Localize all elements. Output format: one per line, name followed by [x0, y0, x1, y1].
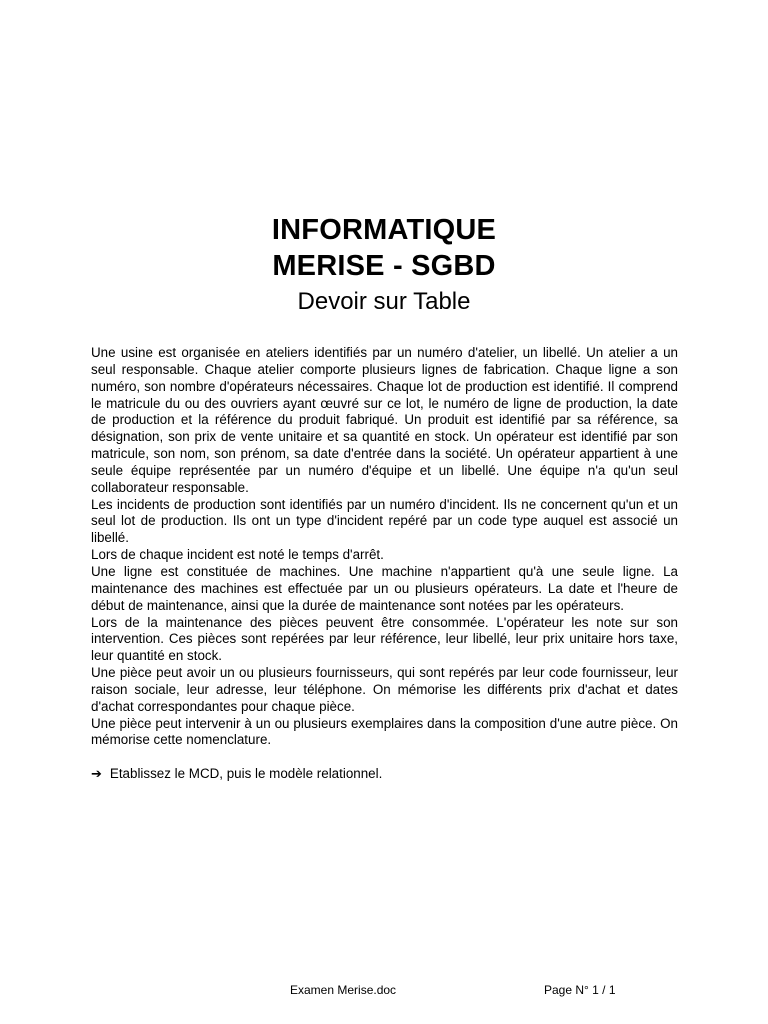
paragraph-ateliers: Une usine est organisée en ateliers identifiés par un numéro d'atelier, un libellé. Un atelier a un seul responsable. Chaque atelier comporte plusieurs lignes de fabrication. Chaque ligne a son numéro, son nombre d'opérateurs nécessaires. Chaque lot de production est identifié. Il comprend le matricule du ou des ouvriers ayant œuvré sur ce lot, le numéro de ligne de production, la date de production et la référence du produit fabriqué. Un produit est identifié par sa référence, sa désignation, son prix de vente unitaire et sa quantité en stock. Un opérateur est identifié par son matricule, son nom, son prénom, sa date d'entrée dans la société. Un opérateur appartient à une seule équipe représentée par un numéro d'équipe et un libellé. Une équipe n'a qu'un seul collaborateur responsable.	[91, 345, 678, 495]
paragraph-pieces: Lors de la maintenance des pièces peuvent être consommée. L'opérateur les note sur son intervention. Ces pièces sont repérées par leur référence, leur libellé, leur prix unitaire hors taxe, leur quantité en stock.	[91, 614, 678, 664]
footer-filename: Examen Merise.doc	[290, 983, 397, 997]
paragraph-fournisseurs: Une pièce peut avoir un ou plusieurs fournisseurs, qui sont repérés par leur code fournisseur, leur raison sociale, leur adresse, leur téléphone. On mémorise les différents prix d'achat et dates d'achat correspondantes pour chaque pièce.	[91, 665, 678, 714]
paragraph-temps-arret: Lors de chaque incident est noté le temps d'arrêt.	[91, 547, 384, 563]
document-subtitle: Devoir sur Table	[297, 288, 471, 315]
title-block	[0, 212, 768, 318]
instruction-line	[91, 766, 678, 784]
document-title-line-2: MERISE - SGBD	[272, 250, 496, 282]
body-text	[91, 345, 678, 784]
arrow-right-icon: ➔	[91, 767, 102, 783]
footer-page-number: Page N° 1 / 1	[544, 983, 616, 997]
paragraph-incidents: Les incidents de production sont identifiés par un numéro d'incident. Ils ne concernent qu'un et un seul lot de production. Ils ont un type d'incident repéré par un code type auquel est associé un libellé.	[91, 496, 678, 546]
paragraph-nomenclature: Une pièce peut intervenir à un ou plusieurs exemplaires dans la composition d'une autre pièce. On mémorise cette nomenclature.	[91, 715, 678, 748]
paragraph-machines: Une ligne est constituée de machines. Une machine n'appartient qu'à une seule ligne. La maintenance des machines est effectuée par un ou plusieurs opérateurs. La date et l'heure de début de maintenance, ainsi que la durée de maintenance sont notées par les opérateurs.	[91, 563, 678, 613]
instruction-text: Etablissez le MCD, puis le modèle relationnel.	[109, 766, 383, 782]
document-title-line-1: INFORMATIQUE	[271, 214, 497, 246]
